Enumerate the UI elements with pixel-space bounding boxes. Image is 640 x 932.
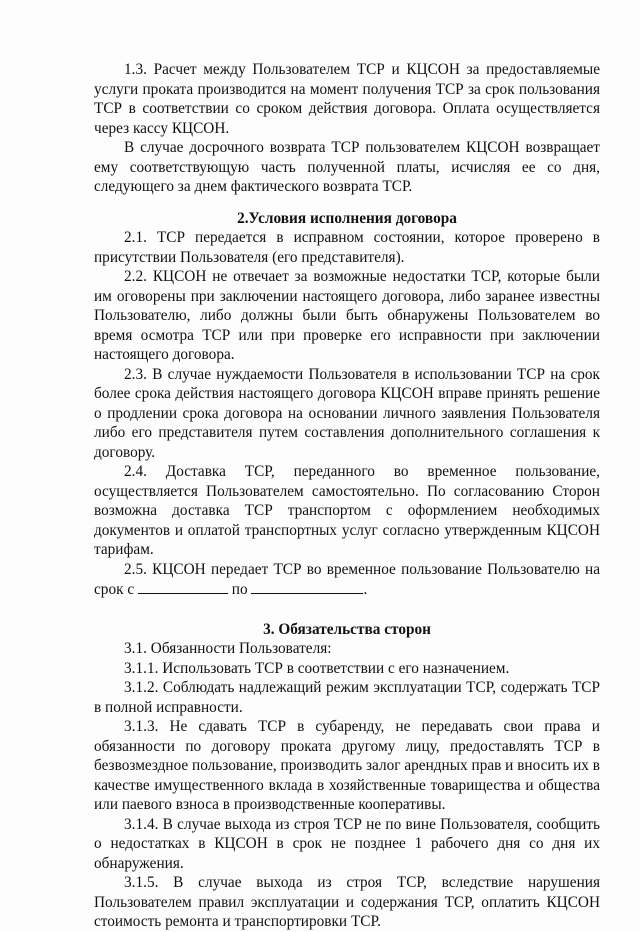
clause-1-3: 1.3. Расчет между Пользователем ТСР и КЦСОН за предоставляемые услуги проката производится на момент получения ТСР за срок пользования ТСР в соответствии со сроком действия договора. Оплата осуществляется через кассу КЦСОН. xyxy=(94,61,600,137)
clause-3-1-2: 3.1.2. Соблюдать надлежащий режим эксплуатации ТСР, содержать ТСР в полной исправности. xyxy=(94,679,600,716)
clause-2-1: 2.1. ТСР передается в исправном состоянии, которое проверено в присутствии Пользователя (его представителя). xyxy=(94,229,600,266)
clause-3-1-1: 3.1.1. Использовать ТСР в соответствии с его назначением. xyxy=(124,659,510,677)
clause-3-1: 3.1. Обязанности Пользователя: xyxy=(124,640,332,657)
document-body xyxy=(94,60,600,932)
clause-3-1-5: 3.1.5. В случае выхода из строя ТСР, вследствие нарушения Пользователем правил эксплуатации и содержания ТСР, оплатить КЦСОН стоимость ремонта и транспортировки ТСР. xyxy=(94,874,600,930)
clause-2-3: 2.3. В случае нуждаемости Пользователя в использовании ТСР на срок более срока действия настоящего договора КЦСОН вправе принять решение о продлении срока договора на основании личного заявления Пользователя либо его представителя путем составления дополнительного соглашения к договору. xyxy=(94,365,600,461)
section-2-heading: 2.Условия исполнения договора xyxy=(237,209,457,227)
clause-2-5-mid: по xyxy=(231,581,248,598)
clause-2-5-text: 2.5. КЦСОН передает ТСР во временное пользование Пользователю на срок с xyxy=(94,560,600,598)
clause-3-1-3: 3.1.3. Не сдавать ТСР в субаренду, не передавать свои права и обязанности по договору проката другому лицу, предоставлять ТСР в безвозмездное пользование, производить залог арендных прав и вносить их в качестве имущественного вклада в хозяйственные товарищества и общества или паевого взноса в производственные кооперативы. xyxy=(94,718,600,813)
refund-paragraph: В случае досрочного возврата ТСР пользователем КЦСОН возвращает ему соответствующую часть полученной платы, исчисляя ее со дня, следующего за днем фактического возврата ТСР. xyxy=(94,139,600,195)
clause-2-4: 2.4. Доставка ТСР, переданного во временное пользование, осуществляется Пользователем самостоятельно. По согласованию Сторон возможна доставка ТСР транспортом с оформлением необходимых документов и оплатой транспортных услуг согласно утвержденным КЦСОН тарифам. xyxy=(94,463,600,558)
clause-2-5 xyxy=(94,560,600,600)
clause-3-1-4: 3.1.4. В случае выхода из строя ТСР не по вине Пользователя, сообщить о недостатках в КЦСОН в срок не позднее 1 рабочего дня со дня их обнаружения. xyxy=(94,815,600,872)
section-3-heading: 3. Обязательства сторон xyxy=(263,620,431,638)
end-date-blank xyxy=(251,579,363,594)
start-date-blank xyxy=(138,579,228,594)
clause-2-2: 2.2. КЦСОН не отвечает за возможные недостатки ТСР, которые были им оговорены при заключении настоящего договора, либо заранее известны Пользователю, либо должны были быть обнаружены Пользователем во время осмотра ТСР или при проверке его исправности при заключении настоящего договора. xyxy=(94,268,600,363)
clause-2-5-end: . xyxy=(363,581,368,598)
